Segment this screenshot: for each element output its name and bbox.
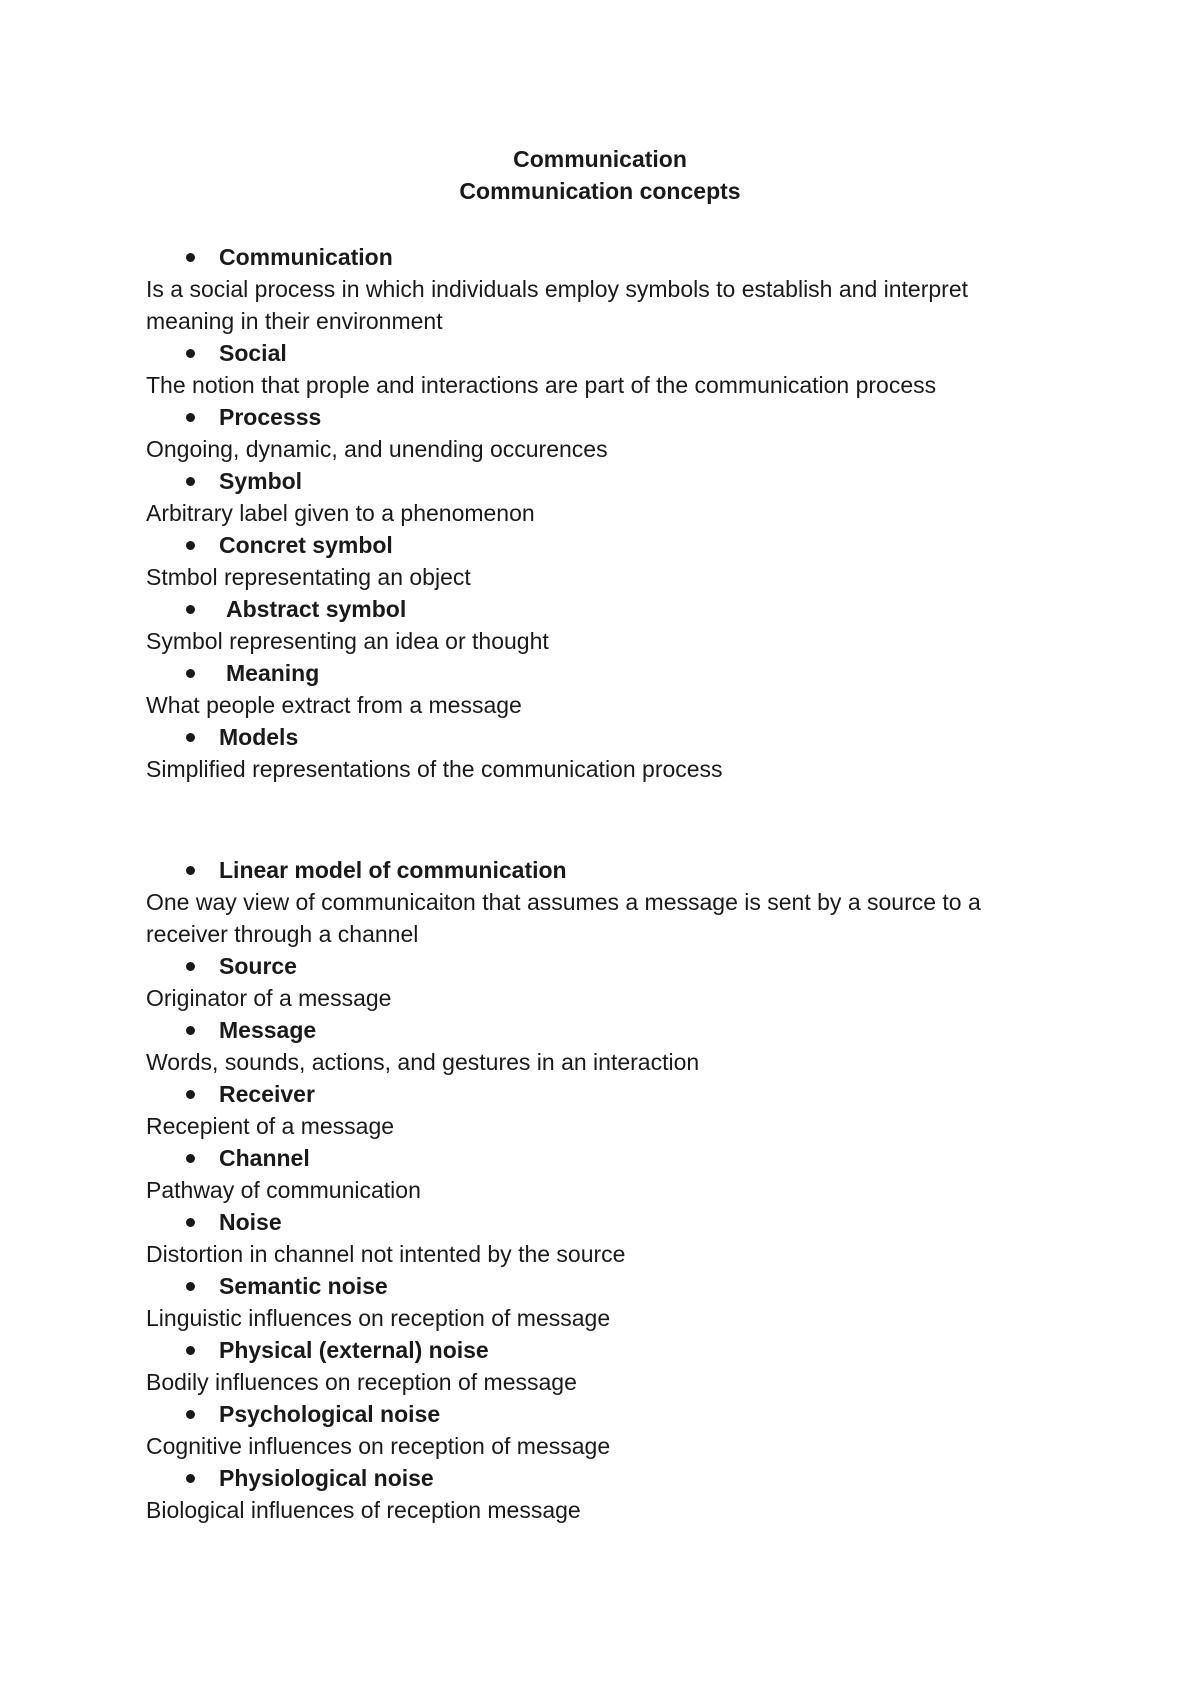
term-heading [146, 1206, 1046, 1238]
bullet-icon [186, 1026, 195, 1035]
term-label: Source [219, 953, 297, 979]
term-heading [146, 241, 1046, 273]
term-heading [146, 1014, 1046, 1046]
term-heading [146, 950, 1046, 982]
term-entry [146, 1270, 1046, 1334]
term-entry [146, 401, 1046, 465]
term-label: Message [219, 1017, 317, 1043]
term-definition: The notion that prople and interactions are part of the communication process [146, 372, 937, 398]
title-block [0, 143, 1200, 207]
bullet-icon [186, 541, 195, 550]
bullet-icon [186, 1282, 195, 1291]
term-label: Models [219, 724, 299, 750]
term-label: Psychological noise [219, 1401, 441, 1427]
term-definition: Ongoing, dynamic, and unending occurences [146, 436, 608, 462]
term-definition: Words, sounds, actions, and gestures in an interaction [146, 1049, 700, 1075]
term-definition: Recepient of a message [146, 1113, 395, 1139]
term-heading [146, 337, 1046, 369]
term-label: Social [219, 340, 287, 366]
term-definition: Is a social process in which individuals employ symbols to establish and interpret meaning in their environment [146, 276, 969, 334]
bullet-icon [186, 1346, 195, 1355]
term-definition: Distortion in channel not intented by the source [146, 1241, 626, 1267]
term-entry [146, 337, 1046, 401]
term-heading [146, 854, 1046, 886]
term-entry [146, 854, 1046, 950]
term-definition: Bodily influences on reception of message [146, 1369, 577, 1395]
linear-model-section [146, 854, 1046, 1526]
term-heading [146, 1270, 1046, 1302]
term-label: Physiological noise [219, 1465, 434, 1491]
term-label: Concret symbol [219, 532, 393, 558]
term-entry [146, 1334, 1046, 1398]
bullet-icon [186, 413, 195, 422]
term-definition: Linguistic influences on reception of message [146, 1305, 611, 1331]
term-entry [146, 465, 1046, 529]
bullet-icon [186, 1474, 195, 1483]
term-label: Physical (external) noise [219, 1337, 489, 1363]
term-label: Processs [219, 404, 322, 430]
bullet-icon [186, 477, 195, 486]
term-definition: Stmbol representating an object [146, 564, 471, 590]
term-label: Noise [219, 1209, 282, 1235]
bullet-icon [186, 1154, 195, 1163]
term-label: Linear model of communication [219, 857, 567, 883]
term-definition: Simplified representations of the communication process [146, 756, 723, 782]
bullet-icon [186, 605, 195, 614]
term-label: Channel [219, 1145, 310, 1171]
term-heading [146, 1078, 1046, 1110]
document-title: Communication [513, 146, 687, 172]
term-entry [146, 529, 1046, 593]
term-heading [146, 1398, 1046, 1430]
term-heading [146, 657, 1046, 689]
term-heading [146, 721, 1046, 753]
bullet-icon [186, 1090, 195, 1099]
term-definition: Biological influences of reception message [146, 1497, 581, 1523]
term-entry [146, 950, 1046, 1014]
term-heading [146, 401, 1046, 433]
term-entry [146, 1206, 1046, 1270]
term-definition: Arbitrary label given to a phenomenon [146, 500, 535, 526]
concepts-section [146, 241, 1046, 785]
term-heading [146, 529, 1046, 561]
term-entry [146, 241, 1046, 337]
term-entry [146, 1078, 1046, 1142]
term-definition: What people extract from a message [146, 692, 522, 718]
term-heading [146, 1334, 1046, 1366]
term-definition: Cognitive influences on reception of message [146, 1433, 611, 1459]
term-entry [146, 593, 1046, 657]
term-definition: Symbol representing an idea or thought [146, 628, 549, 654]
term-entry [146, 1142, 1046, 1206]
term-label: Abstract symbol [226, 596, 407, 622]
term-label: Communication [219, 244, 393, 270]
bullet-icon [186, 733, 195, 742]
bullet-icon [186, 962, 195, 971]
term-entry [146, 1398, 1046, 1462]
term-entry [146, 1014, 1046, 1078]
term-heading [146, 465, 1046, 497]
term-definition: One way view of communicaiton that assumes a message is sent by a source to a receiver through a channel [146, 889, 981, 947]
term-heading [146, 593, 1046, 625]
term-label: Receiver [219, 1081, 315, 1107]
term-entry [146, 721, 1046, 785]
bullet-icon [186, 1410, 195, 1419]
bullet-icon [186, 349, 195, 358]
term-label: Symbol [219, 468, 303, 494]
bullet-icon [186, 253, 195, 262]
term-definition: Pathway of communication [146, 1177, 421, 1203]
term-definition: Originator of a message [146, 985, 392, 1011]
term-heading [146, 1462, 1046, 1494]
term-entry [146, 657, 1046, 721]
term-heading [146, 1142, 1046, 1174]
term-label: Semantic noise [219, 1273, 388, 1299]
term-label: Meaning [226, 660, 320, 686]
bullet-icon [186, 1218, 195, 1227]
document-subtitle: Communication concepts [459, 178, 741, 204]
bullet-icon [186, 669, 195, 678]
term-entry [146, 1462, 1046, 1526]
bullet-icon [186, 866, 195, 875]
